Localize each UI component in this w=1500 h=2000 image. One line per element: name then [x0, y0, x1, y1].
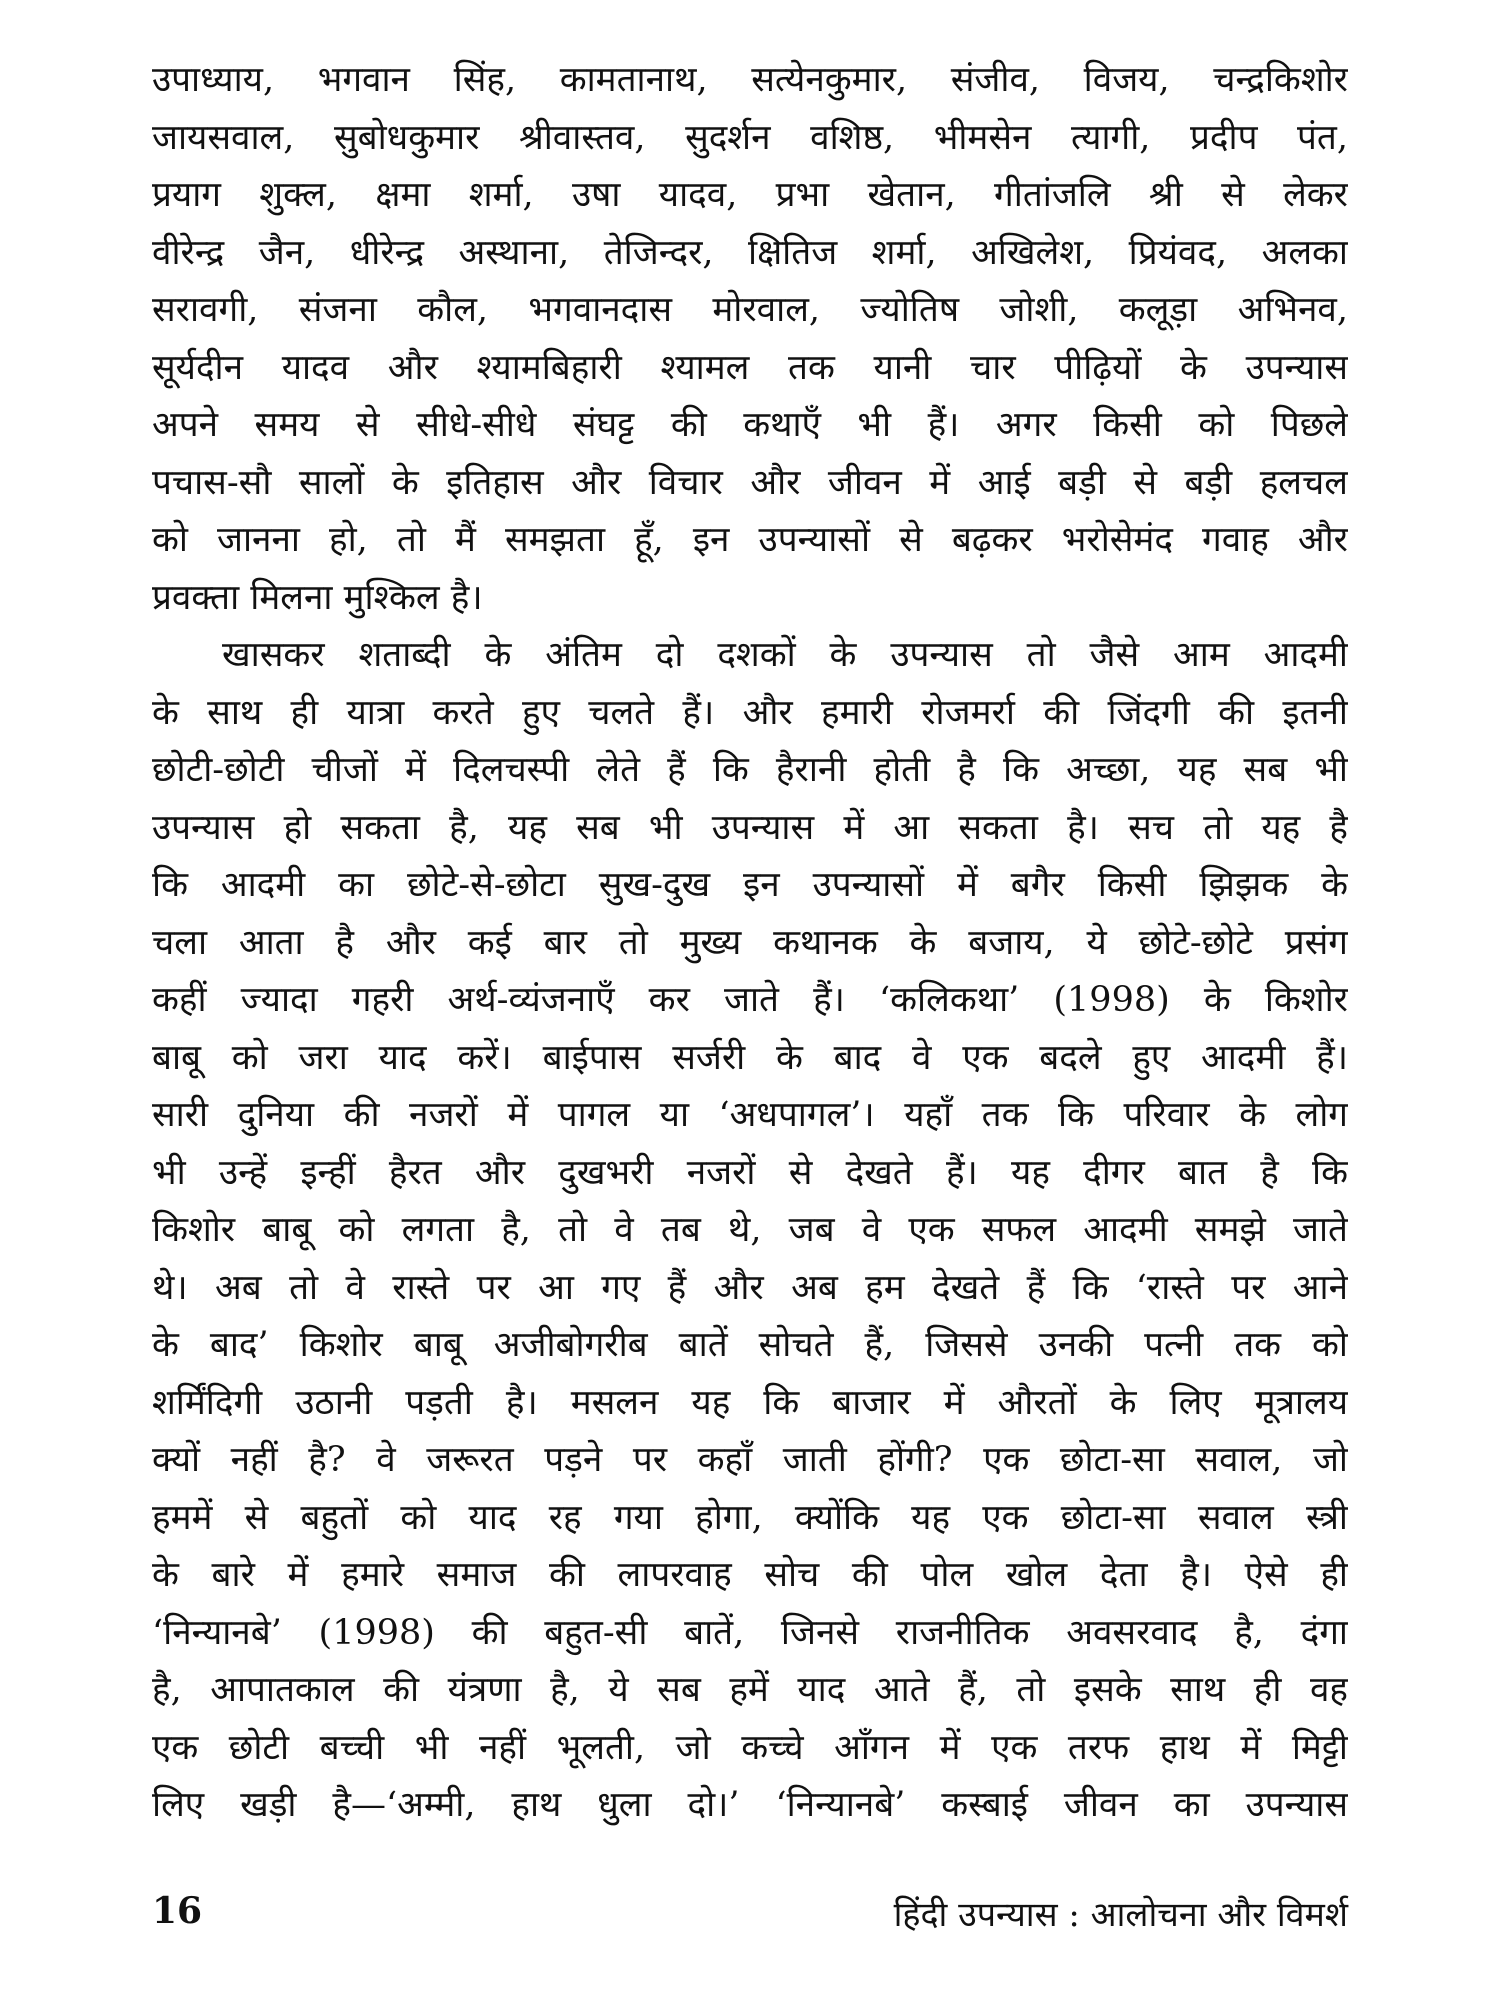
text-line: लिए खड़ी है—‘अम्मी, हाथ धुला दो।’ ‘निन्यानबे’ कस्बाई जीवन का उपन्यास: [152, 1785, 1348, 1825]
text-line: के बारे में हमारे समाज की लापरवाह सोच की पोल खोल देता है। ऐसे ही: [152, 1555, 1348, 1595]
text-line: अपने समय से सीधे-सीधे संघट्ट की कथाएँ भी हैं। अगर किसी को पिछले: [152, 405, 1348, 445]
text-line: चला आता है और कई बार तो मुख्य कथानक के बजाय, ये छोटे-छोटे प्रसंग: [152, 922, 1348, 963]
text-line: है, आपातकाल की यंत्रणा है, ये सब हमें याद आते हैं, तो इसके साथ ही वह: [152, 1670, 1348, 1710]
page-footer: [152, 1890, 1348, 1950]
text-line: कहीं ज्यादा गहरी अर्थ-व्यंजनाएँ कर जाते हैं। ‘कलिकथा’ (1998) के किशोर: [152, 980, 1348, 1020]
running-title: हिंदी उपन्यास : आलोचना और विमर्श: [893, 1895, 1348, 1935]
text-line: के बाद’ किशोर बाबू अजीबोगरीब बातें सोचते हैं, जिससे उनकी पत्नी तक को: [152, 1325, 1348, 1365]
text-line: शर्मिंदिगी उठानी पड़ती है। मसलन यह कि बाजार में औरतों के लिए मूत्रालय: [152, 1382, 1348, 1423]
text-line: उपाध्याय, भगवान सिंह, कामतानाथ, सत्येनकुमार, संजीव, विजय, चन्द्रकिशोर: [152, 60, 1348, 100]
text-line: को जानना हो, तो मैं समझता हूँ, इन उपन्यासों से बढ़कर भरोसेमंद गवाह और: [152, 520, 1348, 560]
page-number: 16: [152, 1890, 203, 1932]
text-line: के साथ ही यात्रा करते हुए चलते हैं। और हमारी रोजमर्रा की जिंदगी की इतनी: [152, 692, 1348, 733]
text-line: सारी दुनिया की नजरों में पागल या ‘अधपागल’। यहाँ तक कि परिवार के लोग: [152, 1095, 1348, 1135]
text-line: सरावगी, संजना कौल, भगवानदास मोरवाल, ज्योतिष जोशी, कलूड़ा अभिनव,: [152, 290, 1348, 330]
text-line: पचास-सौ सालों के इतिहास और विचार और जीवन में आई बड़ी से बड़ी हलचल: [152, 462, 1348, 503]
body-text: [152, 52, 1348, 1835]
text-line: एक छोटी बच्ची भी नहीं भूलती, जो कच्चे आँगन में एक तरफ हाथ में मिट्टी: [152, 1727, 1348, 1768]
text-line: क्यों नहीं है? वे जरूरत पड़ने पर कहाँ जाती होंगी? एक छोटा-सा सवाल, जो: [152, 1440, 1348, 1480]
text-line: भी उन्हें इन्हीं हैरत और दुखभरी नजरों से देखते हैं। यह दीगर बात है कि: [152, 1152, 1348, 1193]
text-line: उपन्यास हो सकता है, यह सब भी उपन्यास में आ सकता है। सच तो यह है: [152, 807, 1348, 848]
text-line: प्रवक्ता मिलना मुश्किल है।: [152, 577, 483, 618]
text-line: थे। अब तो वे रास्ते पर आ गए हैं और अब हम देखते हैं कि ‘रास्ते पर आने: [152, 1267, 1348, 1308]
text-line: हममें से बहुतों को याद रह गया होगा, क्योंकि यह एक छोटा-सा सवाल स्त्री: [152, 1497, 1348, 1538]
text-line: कि आदमी का छोटे-से-छोटा सुख-दुख इन उपन्यासों में बगैर किसी झिझक के: [152, 865, 1348, 905]
text-line: सूर्यदीन यादव और श्यामबिहारी श्यामल तक यानी चार पीढ़ियों के उपन्यास: [152, 347, 1348, 388]
text-line: छोटी-छोटी चीजों में दिलचस्पी लेते हैं कि हैरानी होती है कि अच्छा, यह सब भी: [152, 750, 1348, 790]
text-line: जायसवाल, सुबोधकुमार श्रीवास्तव, सुदर्शन वशिष्ठ, भीमसेन त्यागी, प्रदीप पंत,: [152, 117, 1348, 158]
text-line: वीरेन्द्र जैन, धीरेन्द्र अस्थाना, तेजिन्दर, क्षितिज शर्मा, अखिलेश, प्रियंवद, अलका: [152, 232, 1348, 273]
text-line: ‘निन्यानबे’ (1998) की बहुत-सी बातें, जिनसे राजनीतिक अवसरवाद है, दंगा: [152, 1612, 1348, 1653]
text-line: प्रयाग शुक्ल, क्षमा शर्मा, उषा यादव, प्रभा खेतान, गीतांजलि श्री से लेकर: [152, 175, 1348, 215]
text-line: खासकर शताब्दी के अंतिम दो दशकों के उपन्यास तो जैसे आम आदमी: [222, 635, 1348, 675]
text-line: किशोर बाबू को लगता है, तो वे तब थे, जब वे एक सफल आदमी समझे जाते: [152, 1210, 1348, 1250]
text-line: बाबू को जरा याद करें। बाईपास सर्जरी के बाद वे एक बदले हुए आदमी हैं।: [152, 1037, 1348, 1078]
